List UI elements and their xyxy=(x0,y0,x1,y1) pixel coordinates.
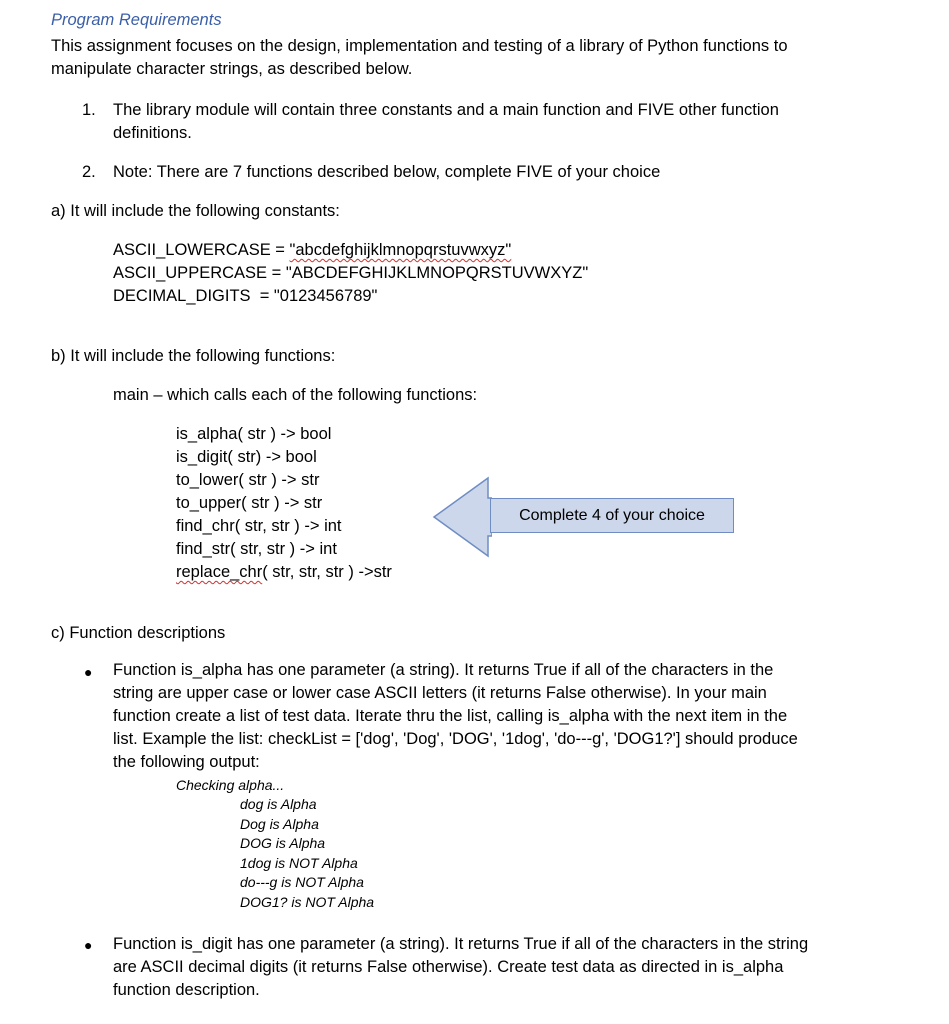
bullet-marker: ● xyxy=(84,937,93,953)
constant-value: "abcdefghijklmnopqrstuvwxyz" xyxy=(289,241,512,259)
intro-paragraph xyxy=(51,35,788,81)
output-line: 1dog is NOT Alpha xyxy=(240,854,358,871)
paragraph-line: Function is_alpha has one parameter (a string). It returns True if all of the characters in the xyxy=(113,661,774,679)
output-line: Dog is Alpha xyxy=(240,815,319,832)
paragraph-line: function description. xyxy=(113,981,260,999)
function-item: is_alpha( str ) -> bool xyxy=(176,425,332,443)
numbered-item-line: The library module will contain three constants and a main function and FIVE other function xyxy=(113,101,779,119)
paragraph-line: string are upper case or lower case ASCII letters (it returns False otherwise). In your main xyxy=(113,684,767,702)
bullet-paragraph-is-digit xyxy=(113,933,808,1002)
constants-block xyxy=(113,239,588,308)
intro-line: This assignment focuses on the design, implementation and testing of a library of Python functions to xyxy=(51,37,788,55)
constant-lowercase xyxy=(113,239,588,262)
constant-uppercase xyxy=(113,262,588,285)
function-item: find_chr( str, str ) -> int xyxy=(176,517,342,535)
paragraph-line: function create a list of test data. Iterate thru the list, calling is_alpha with the next item in the xyxy=(113,707,788,725)
constant-name: ASCII_UPPERCASE = xyxy=(113,264,286,282)
function-item: is_digit( str) -> bool xyxy=(176,448,317,466)
numbered-item-text xyxy=(113,99,779,145)
paragraph-line: list. Example the list: checkList = ['dog', 'Dog', 'DOG', '1dog', 'do---g', 'DOG1?'] should produce xyxy=(113,730,798,748)
numbered-item-num: 1. xyxy=(82,101,96,119)
bullet-marker: ● xyxy=(84,664,93,680)
paragraph-line: the following output: xyxy=(113,753,260,771)
function-item xyxy=(176,561,392,584)
left-arrow-icon xyxy=(432,476,492,558)
paragraph-line: Function is_digit has one parameter (a string). It returns True if all of the characters in the string xyxy=(113,935,809,953)
output-line: DOG is Alpha xyxy=(240,835,326,851)
constant-name: ASCII_LOWERCASE = xyxy=(113,241,290,259)
output-line: do---g is NOT Alpha xyxy=(240,874,364,890)
section-a-title: a) It will include the following constants: xyxy=(51,202,340,220)
function-signature: ( str, str, str ) ->str xyxy=(262,563,392,581)
numbered-item-text: Note: There are 7 functions described below, complete FIVE of your choice xyxy=(113,163,661,181)
function-item: to_lower( str ) -> str xyxy=(176,471,320,489)
function-name: replace_chr xyxy=(176,563,263,581)
sample-output-header: Checking alpha... xyxy=(176,777,285,793)
numbered-item-num: 2. xyxy=(82,163,96,181)
function-list xyxy=(176,423,392,584)
constant-value: "0123456789" xyxy=(273,287,378,305)
section-heading: Program Requirements xyxy=(51,11,222,29)
output-line: dog is Alpha xyxy=(240,796,317,812)
section-b-title: b) It will include the following functions: xyxy=(51,347,336,365)
function-item: to_upper( str ) -> str xyxy=(176,494,323,512)
constant-digits xyxy=(113,285,588,308)
numbered-item-line: definitions. xyxy=(113,124,192,142)
intro-line: manipulate character strings, as described below. xyxy=(51,60,413,78)
sample-output xyxy=(240,795,374,912)
output-line: DOG1? is NOT Alpha xyxy=(240,893,375,910)
main-description: main – which calls each of the following functions: xyxy=(113,386,478,404)
bullet-paragraph-is-alpha xyxy=(113,659,798,774)
callout-box: Complete 4 of your choice xyxy=(490,498,734,533)
constant-value: "ABCDEFGHIJKLMNOPQRSTUVWXYZ" xyxy=(285,264,589,282)
section-c-title: c) Function descriptions xyxy=(51,624,226,642)
constant-name: DECIMAL_DIGITS = xyxy=(113,287,274,305)
paragraph-line: are ASCII decimal digits (it returns False otherwise). Create test data as directed in is_alpha xyxy=(113,958,784,976)
function-item: find_str( str, str ) -> int xyxy=(176,540,337,558)
